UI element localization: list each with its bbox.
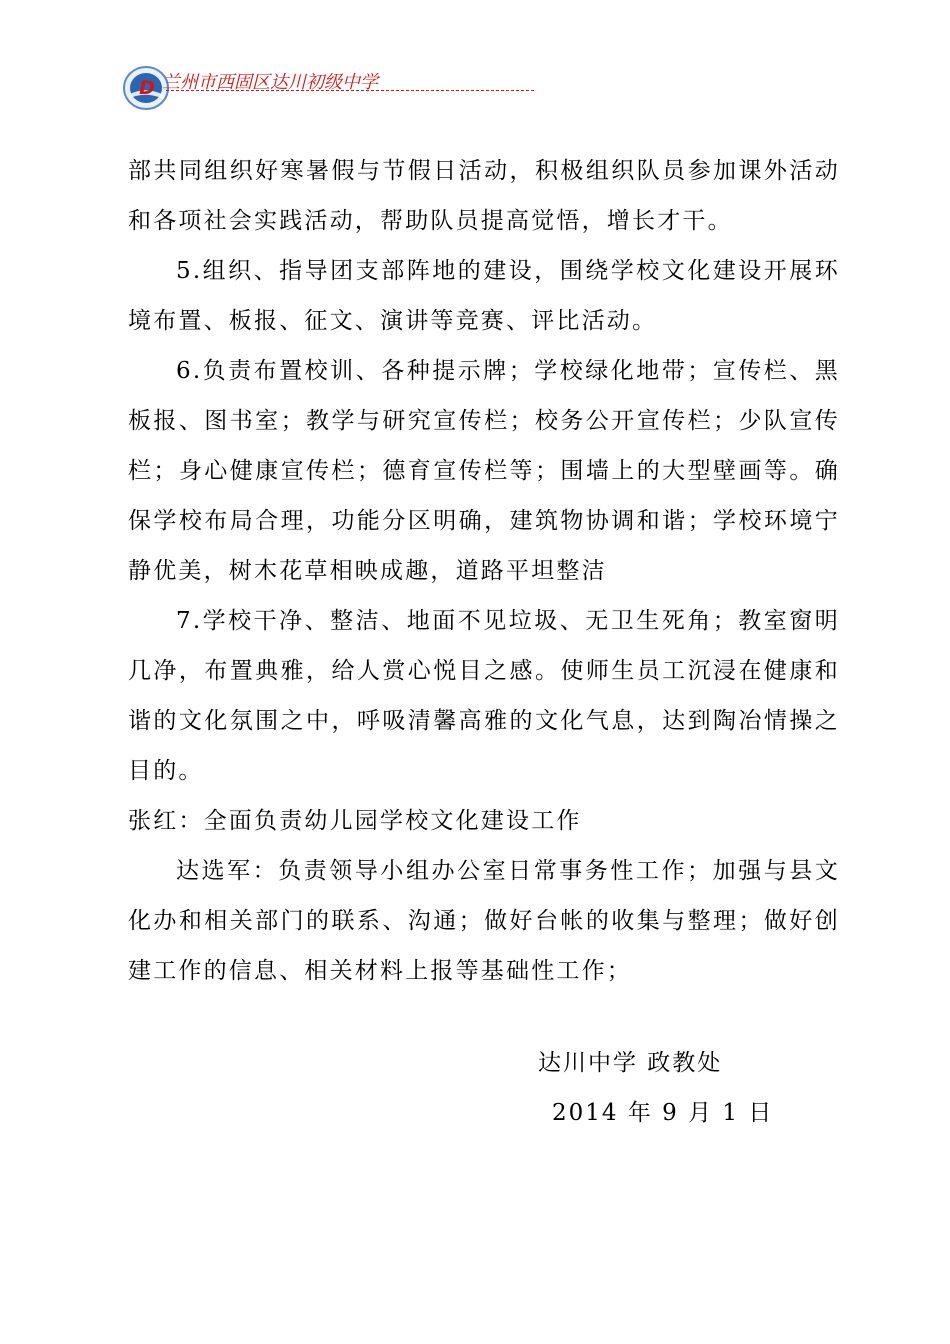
document-body	[128, 146, 840, 996]
page-header	[122, 62, 542, 112]
school-name: 兰州市西固区达川初级中学	[162, 72, 378, 93]
paragraph-da-xuanjun: 达选军：负责领导小组办公室日常事务性工作；加强与县文化办和相关部门的联系、沟通；做好台帐的收集与整理；做好创建工作的信息、相关材料上报等基础性工作；	[128, 858, 840, 984]
signature-block	[538, 1038, 778, 1138]
paragraph-item-6: 6.负责布置校训、各种提示牌；学校绿化地带；宣传栏、黑板报、图书室；教学与研究宣传栏；校务公开宣传栏；少队宣传栏；身心健康宣传栏；德育宣传栏等；围墙上的大型壁画等。确保学校布局合理，功能分区明确，建筑物协调和谐；学校环境宁静优美，树木花草相映成趣，道路平坦整洁	[128, 358, 840, 584]
paragraph-item-7: 7.学校干净、整洁、地面不见垃圾、无卫生死角；教室窗明几净，布置典雅，给人赏心悦目之感。使师生员工沉浸在健康和谐的文化氛围之中，呼吸清馨高雅的文化气息，达到陶冶情操之目的。	[128, 608, 840, 784]
signature-date: 2014 年 9 月 1 日	[552, 1100, 774, 1126]
signature-organization: 达川中学 政教处	[538, 1050, 723, 1076]
logo-letter: D	[139, 77, 155, 99]
paragraph-zhang-hong: 张红：全面负责幼儿园学校文化建设工作	[128, 808, 582, 834]
paragraph-continuation: 部共同组织好寒暑假与节假日活动，积极组织队员参加课外活动和各项社会实践活动，帮助队员提高觉悟，增长才干。	[128, 158, 840, 234]
header-divider	[166, 90, 534, 91]
paragraph-item-5: 5.组织、指导团支部阵地的建设，围绕学校文化建设开展环境布置、板报、征文、演讲等竞赛、评比活动。	[128, 258, 840, 334]
